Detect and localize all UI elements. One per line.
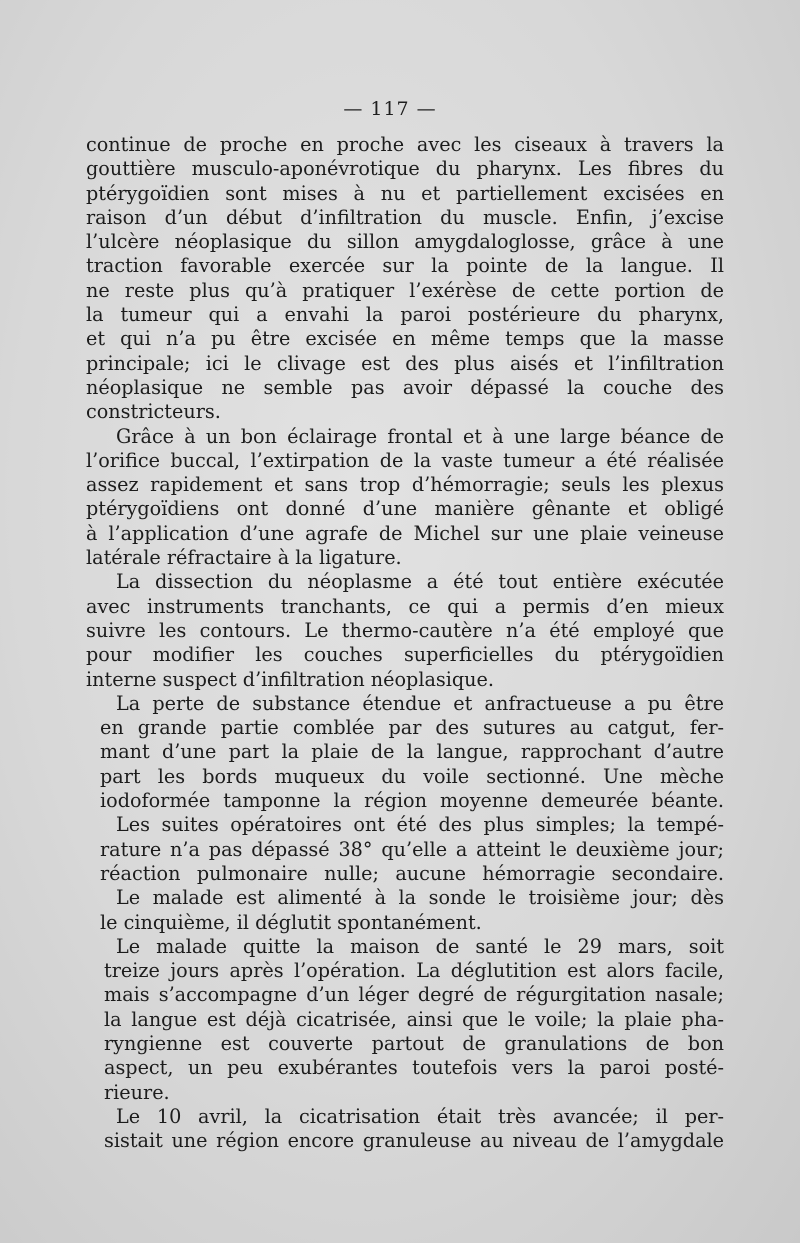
text-line: Les suites opératoires ont été des plus simples; la tempé- [116, 813, 724, 837]
text-line: principale; ici le clivage est des plus aisés et l’infiltration [86, 351, 724, 375]
text-line: raison d’un début d’infiltration du muscle. Enfin, j’excise [86, 205, 724, 229]
text-line: rieure. [104, 1080, 170, 1104]
text-line: continue de proche en proche avec les ciseaux à travers la [86, 133, 724, 156]
text-line: l’orifice buccal, l’extirpation de la vaste tumeur a été réalisée [86, 448, 724, 472]
text-line: treize jours après l’opération. La déglutition est alors facile, [104, 959, 724, 983]
text-line: à l’application d’une agrafe de Michel sur une plaie veineuse [86, 521, 724, 545]
page-number: — 117 — [343, 98, 437, 120]
text-line: mais s’accompagne d’un léger degré de régurgitation nasale; [104, 983, 724, 1007]
body-text [86, 133, 724, 1153]
text-line: Le malade quitte la maison de santé le 29 mars, soit [116, 934, 724, 958]
text-line: la langue est déjà cicatrisée, ainsi que le voile; la plaie pha- [104, 1007, 724, 1031]
text-line: Le malade est alimenté à la sonde le troisième jour; dès [116, 886, 724, 910]
text-line: suivre les contours. Le thermo-cautère n’a été employé que [86, 618, 724, 642]
text-line: mant d’une part la plaie de la langue, rapprochant d’autre [100, 740, 724, 764]
text-line: le cinquième, il déglutit spontanément. [100, 910, 482, 934]
text-line: ptérygoïdien sont mises à nu et partiellement excisées en [86, 181, 724, 205]
text-line: en grande partie comblée par des sutures au catgut, fer- [100, 716, 724, 740]
text-line: sistait une région encore granuleuse au niveau de l’amygdale [104, 1129, 724, 1153]
text-line: la tumeur qui a envahi la paroi postérieure du pharynx, [86, 303, 724, 327]
text-line: Le 10 avril, la cicatrisation était très avancée; il per- [116, 1104, 724, 1128]
text-line: La perte de substance étendue et anfractueuse a pu être [116, 691, 724, 715]
text-line: et qui n’a pu être excisée en même temps que la masse [86, 327, 724, 351]
text-line: ne reste plus qu’à pratiquer l’exérèse de cette portion de [86, 278, 724, 302]
text-line: l’ulcère néoplasique du sillon amygdaloglosse, grâce à une [86, 230, 724, 254]
text-line: gouttière musculo-aponévrotique du pharynx. Les fibres du [86, 157, 724, 181]
text-line: pour modifier les couches superficielles du ptérygoïdien [86, 643, 724, 667]
text-line: ryngienne est couverte partout de granulations de bon [104, 1031, 724, 1055]
text-line: Grâce à un bon éclairage frontal et à une large béance de [116, 424, 724, 448]
text-line: La dissection du néoplasme a été tout entière exécutée [116, 570, 724, 594]
text-line: latérale réfractaire à la ligature. [86, 546, 402, 570]
text-line: interne suspect d’infiltration néoplasique. [86, 667, 494, 691]
text-line: rature n’a pas dépassé 38° qu’elle a atteint le deuxième jour; [100, 837, 724, 861]
text-line: réaction pulmonaire nulle; aucune hémorragie secondaire. [100, 861, 724, 885]
text-line: constricteurs. [86, 400, 221, 424]
text-line: part les bords muqueux du voile sectionné. Une mèche [100, 764, 724, 788]
text-line: néoplasique ne semble pas avoir dépassé la couche des [86, 375, 724, 399]
text-line: avec instruments tranchants, ce qui a permis d’en mieux [86, 594, 724, 618]
text-line: iodoformée tamponne la région moyenne demeurée béante. [100, 789, 724, 813]
text-line: ptérygoïdiens ont donné d’une manière gênante et obligé [86, 497, 724, 521]
text-line: aspect, un peu exubérantes toutefois vers la paroi posté- [104, 1056, 724, 1080]
text-line: assez rapidement et sans trop d’hémorragie; seuls les plexus [86, 473, 724, 497]
text-line: traction favorable exercée sur la pointe de la langue. Il [86, 254, 724, 278]
